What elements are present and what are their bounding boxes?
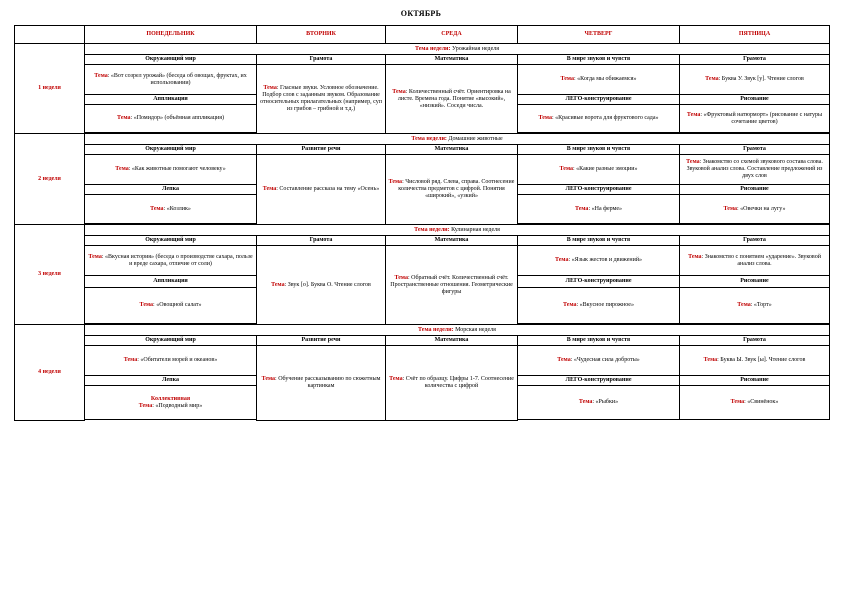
subject-header: Развитие речи (257, 145, 386, 155)
spacer-cell (680, 420, 830, 421)
topic-label: Тема (88, 253, 102, 260)
topic-label: Тема (139, 302, 154, 308)
topic-label: Тема (271, 281, 285, 288)
day-header: ЧЕТВЕРГ (518, 26, 680, 44)
topic-label: Тема (117, 115, 131, 121)
subject-header: Рисование (680, 95, 830, 105)
lesson-cell (85, 246, 257, 276)
week-theme (85, 44, 830, 55)
topic-text: : «Козлик» (163, 205, 191, 212)
topic-label: Тема (392, 88, 406, 95)
lesson-cell (518, 195, 680, 224)
topic-text: : «Подводный мир» (152, 402, 203, 409)
subject-header: Грамота (680, 336, 830, 346)
day-header: ПОНЕДЕЛЬНИК (85, 26, 257, 44)
theme-text: Морская неделя (455, 326, 496, 333)
lesson-row (15, 246, 830, 276)
lesson-cell (257, 65, 386, 134)
week-theme (85, 225, 830, 236)
topic-text: : Буква Ы. Звук [ы]. Чтение слогов (717, 357, 806, 363)
lesson-cell (518, 155, 680, 185)
week-label: 2 неделя (15, 134, 85, 225)
lesson-cell (518, 105, 680, 133)
subject-header: Рисование (680, 185, 830, 195)
theme-label: Тема недели: (414, 226, 450, 233)
topic-label: Тема (723, 205, 738, 212)
topic-label: Тема (560, 76, 574, 82)
topic-label: Тема (123, 357, 138, 363)
spacer-cell (518, 420, 680, 421)
lesson-cell (680, 105, 830, 133)
theme-label: Тема недели: (411, 135, 447, 142)
topic-label: Тема (262, 186, 277, 192)
lesson-cell (518, 246, 680, 276)
subject-header: Аппликация (85, 276, 257, 288)
topic-text: : «Язык жестов и движений» (568, 257, 643, 263)
topic-text: : «Вкусная история» (беседа о производстве сахара, пользе и вреде сахара, отличие от соли) (101, 253, 253, 267)
subject-header: Аппликация (85, 95, 257, 105)
lesson-cell (257, 346, 386, 421)
topic-label: Тема (705, 76, 719, 82)
header-row (15, 26, 830, 44)
subject-header: В мире звуков и чувств (518, 55, 680, 65)
topic-label: Тема (737, 302, 751, 308)
topic-label: Тема (261, 375, 276, 382)
week-theme-row (15, 325, 830, 336)
theme-text: Кулинарная неделя (451, 226, 500, 233)
topic-label: Тема (263, 85, 277, 91)
lesson-cell (85, 65, 257, 95)
subject-header: Окружающий мир (85, 55, 257, 65)
week-theme (85, 325, 830, 336)
subject-header-row (15, 55, 830, 65)
topic-text: : «Свинёнок» (744, 399, 779, 405)
lesson-cell (680, 246, 830, 276)
lesson-cell (257, 155, 386, 225)
subject-header: ЛЕГО-конструирование (518, 276, 680, 288)
lesson-cell (386, 246, 518, 325)
topic-label: Тема (394, 274, 408, 281)
subject-header: ЛЕГО-конструирование (518, 95, 680, 105)
subject-header: ЛЕГО-конструирование (518, 185, 680, 195)
lesson-note: Коллективная (150, 395, 191, 402)
lesson-cell (680, 195, 830, 224)
subject-header: В мире звуков и чувств (518, 236, 680, 246)
week-theme-row (15, 134, 830, 145)
topic-text: : «Овечки на лугу» (737, 205, 786, 212)
subject-header: Математика (386, 55, 518, 65)
topic-label: Тема (574, 205, 589, 212)
topic-text: : «Как животные помогают человеку» (128, 166, 226, 172)
lesson-cell (257, 246, 386, 325)
lesson-row (15, 155, 830, 185)
subject-header: ЛЕГО-конструирование (518, 376, 680, 386)
topic-text: : «Вот созрел урожай» (беседа об овощах, фруктах, их использовании) (107, 72, 247, 86)
topic-label: Тема (94, 72, 108, 79)
lesson-cell (386, 346, 518, 421)
topic-label: Тема (703, 357, 718, 363)
subject-header-row (15, 145, 830, 155)
subject-header: Развитие речи (257, 336, 386, 346)
lesson-cell (85, 195, 257, 224)
topic-label: Тема (686, 159, 700, 165)
corner-cell (15, 26, 85, 44)
topic-text: : «На ферме» (588, 205, 623, 212)
topic-text: : «Рыбки» (592, 399, 619, 405)
topic-label: Тема (563, 302, 577, 308)
topic-text: : «Какие разные эмоции» (573, 166, 638, 172)
lesson-cell (518, 346, 680, 376)
topic-text: : «Торт» (750, 302, 772, 308)
lesson-cell (85, 346, 257, 376)
lesson-cell (518, 386, 680, 420)
topic-label: Тема (730, 399, 745, 405)
topic-text: : Составление рассказа на тему «Осень» (276, 186, 380, 192)
topic-label: Тема (578, 399, 593, 405)
subject-header: Окружающий мир (85, 236, 257, 246)
topic-text: : Количественный счёт. Ориентировка на листе. Времена года. Понятие «высокий», «низкий». Соседи числа. (397, 88, 511, 109)
week-theme (85, 134, 830, 145)
theme-label: Тема недели: (418, 326, 454, 333)
subject-header: В мире звуков и чувств (518, 336, 680, 346)
topic-label: Тема (115, 166, 129, 172)
topic-label: Тема (138, 402, 153, 409)
topic-text: : Обучение рассказыванию по сюжетным картинкам (275, 375, 381, 389)
topic-label: Тема (557, 357, 571, 363)
subject-header: Окружающий мир (85, 336, 257, 346)
topic-text: : «Фруктовый натюрморт» (рисование с натуры сочетание цветов) (700, 111, 823, 125)
week-label: 1 неделя (15, 44, 85, 134)
topic-text: : Знакомство со схемой звукового состава слова. Звуковой анализ слова. Составление предложений из двух слов (686, 159, 823, 179)
subject-header: Грамота (257, 55, 386, 65)
lesson-cell (680, 386, 830, 420)
lesson-cell (518, 65, 680, 95)
topic-label: Тема (389, 375, 403, 382)
topic-text: : «Вкусное пирожное» (576, 302, 634, 308)
lesson-cell (680, 65, 830, 95)
topic-label: Тема (388, 179, 403, 185)
topic-text: : «Овощной салат» (153, 302, 202, 308)
subject-header: В мире звуков и чувств (518, 145, 680, 155)
subject-header: Грамота (680, 145, 830, 155)
lesson-cell (85, 155, 257, 185)
day-header: ВТОРНИК (257, 26, 386, 44)
subject-header: Окружающий мир (85, 145, 257, 155)
week-theme-row (15, 44, 830, 55)
topic-text: : Знакомство с понятием «ударение». Звуковой анализ слова. (701, 253, 821, 267)
theme-text: Урожайная неделя (452, 45, 500, 52)
topic-text: : Гласные звуки. Условное обозначение. Подбор слов с заданным звуком. Образование относительных прилагательных (например, суп из грибов – грибной и т.д.) (260, 85, 382, 112)
spacer-cell (85, 420, 257, 421)
lesson-cell (85, 105, 257, 133)
lesson-cell (85, 386, 257, 420)
subject-header: Математика (386, 336, 518, 346)
topic-label: Тема (150, 205, 164, 212)
subject-header-row (15, 336, 830, 346)
lesson-cell (680, 155, 830, 185)
topic-text: : Звук [о]. Буква О. Чтение слогов (284, 281, 371, 288)
topic-text: : Числовой ряд. Слева, справа. Соотнесение количества предметов с цифрой. Понятия «широкий», «узкий» (398, 179, 515, 199)
lesson-cell (386, 65, 518, 134)
lesson-cell (85, 288, 257, 324)
subject-header: Грамота (257, 236, 386, 246)
subject-header: Лепка (85, 376, 257, 386)
topic-text: : «Чудесная сила доброты» (570, 357, 640, 363)
subject-header: Математика (386, 145, 518, 155)
week-label: 3 неделя (15, 225, 85, 325)
topic-text: : «Обитатели морей и океанов» (137, 357, 218, 363)
lesson-row (15, 346, 830, 376)
topic-label: Тема (554, 257, 569, 263)
subject-header: Рисование (680, 376, 830, 386)
week-theme-row (15, 225, 830, 236)
topic-label: Тема (559, 166, 574, 172)
topic-text: : «Когда мы обижаемся» (573, 76, 637, 82)
topic-text: : «Красивые ворота для фруктового сада» (551, 115, 659, 121)
topic-text: : Счёт по образцу. Цифры 1-7. Соотнесение количества с цифрой (402, 375, 514, 389)
lesson-cell (386, 155, 518, 225)
day-header: СРЕДА (386, 26, 518, 44)
lesson-cell (680, 346, 830, 376)
page-title: ОКТЯБРЬ (400, 9, 442, 18)
lesson-cell (680, 288, 830, 324)
topic-label: Тема (686, 111, 701, 118)
subject-header-row (15, 236, 830, 246)
subject-header: Грамота (680, 236, 830, 246)
schedule-table (14, 25, 830, 421)
topic-text: : Обратный счёт. Количественный счёт. Пространственные отношения. Геометрические фигуры (390, 274, 513, 295)
lesson-row (15, 65, 830, 95)
subject-header: Лепка (85, 185, 257, 195)
theme-label: Тема недели: (414, 45, 451, 52)
subject-header: Математика (386, 236, 518, 246)
subject-header: Грамота (680, 55, 830, 65)
topic-text: : Буква У. Звук [у]. Чтение слогов (718, 76, 804, 82)
week-label: 4 неделя (15, 325, 85, 421)
lesson-cell (518, 288, 680, 324)
theme-text: Домашние животные (448, 135, 503, 142)
topic-label: Тема (538, 115, 552, 121)
subject-header: Рисование (680, 276, 830, 288)
topic-label: Тема (688, 253, 702, 260)
topic-text: : «Помидор» (объёмная аппликация) (130, 115, 224, 121)
day-header: ПЯТНИЦА (680, 26, 830, 44)
